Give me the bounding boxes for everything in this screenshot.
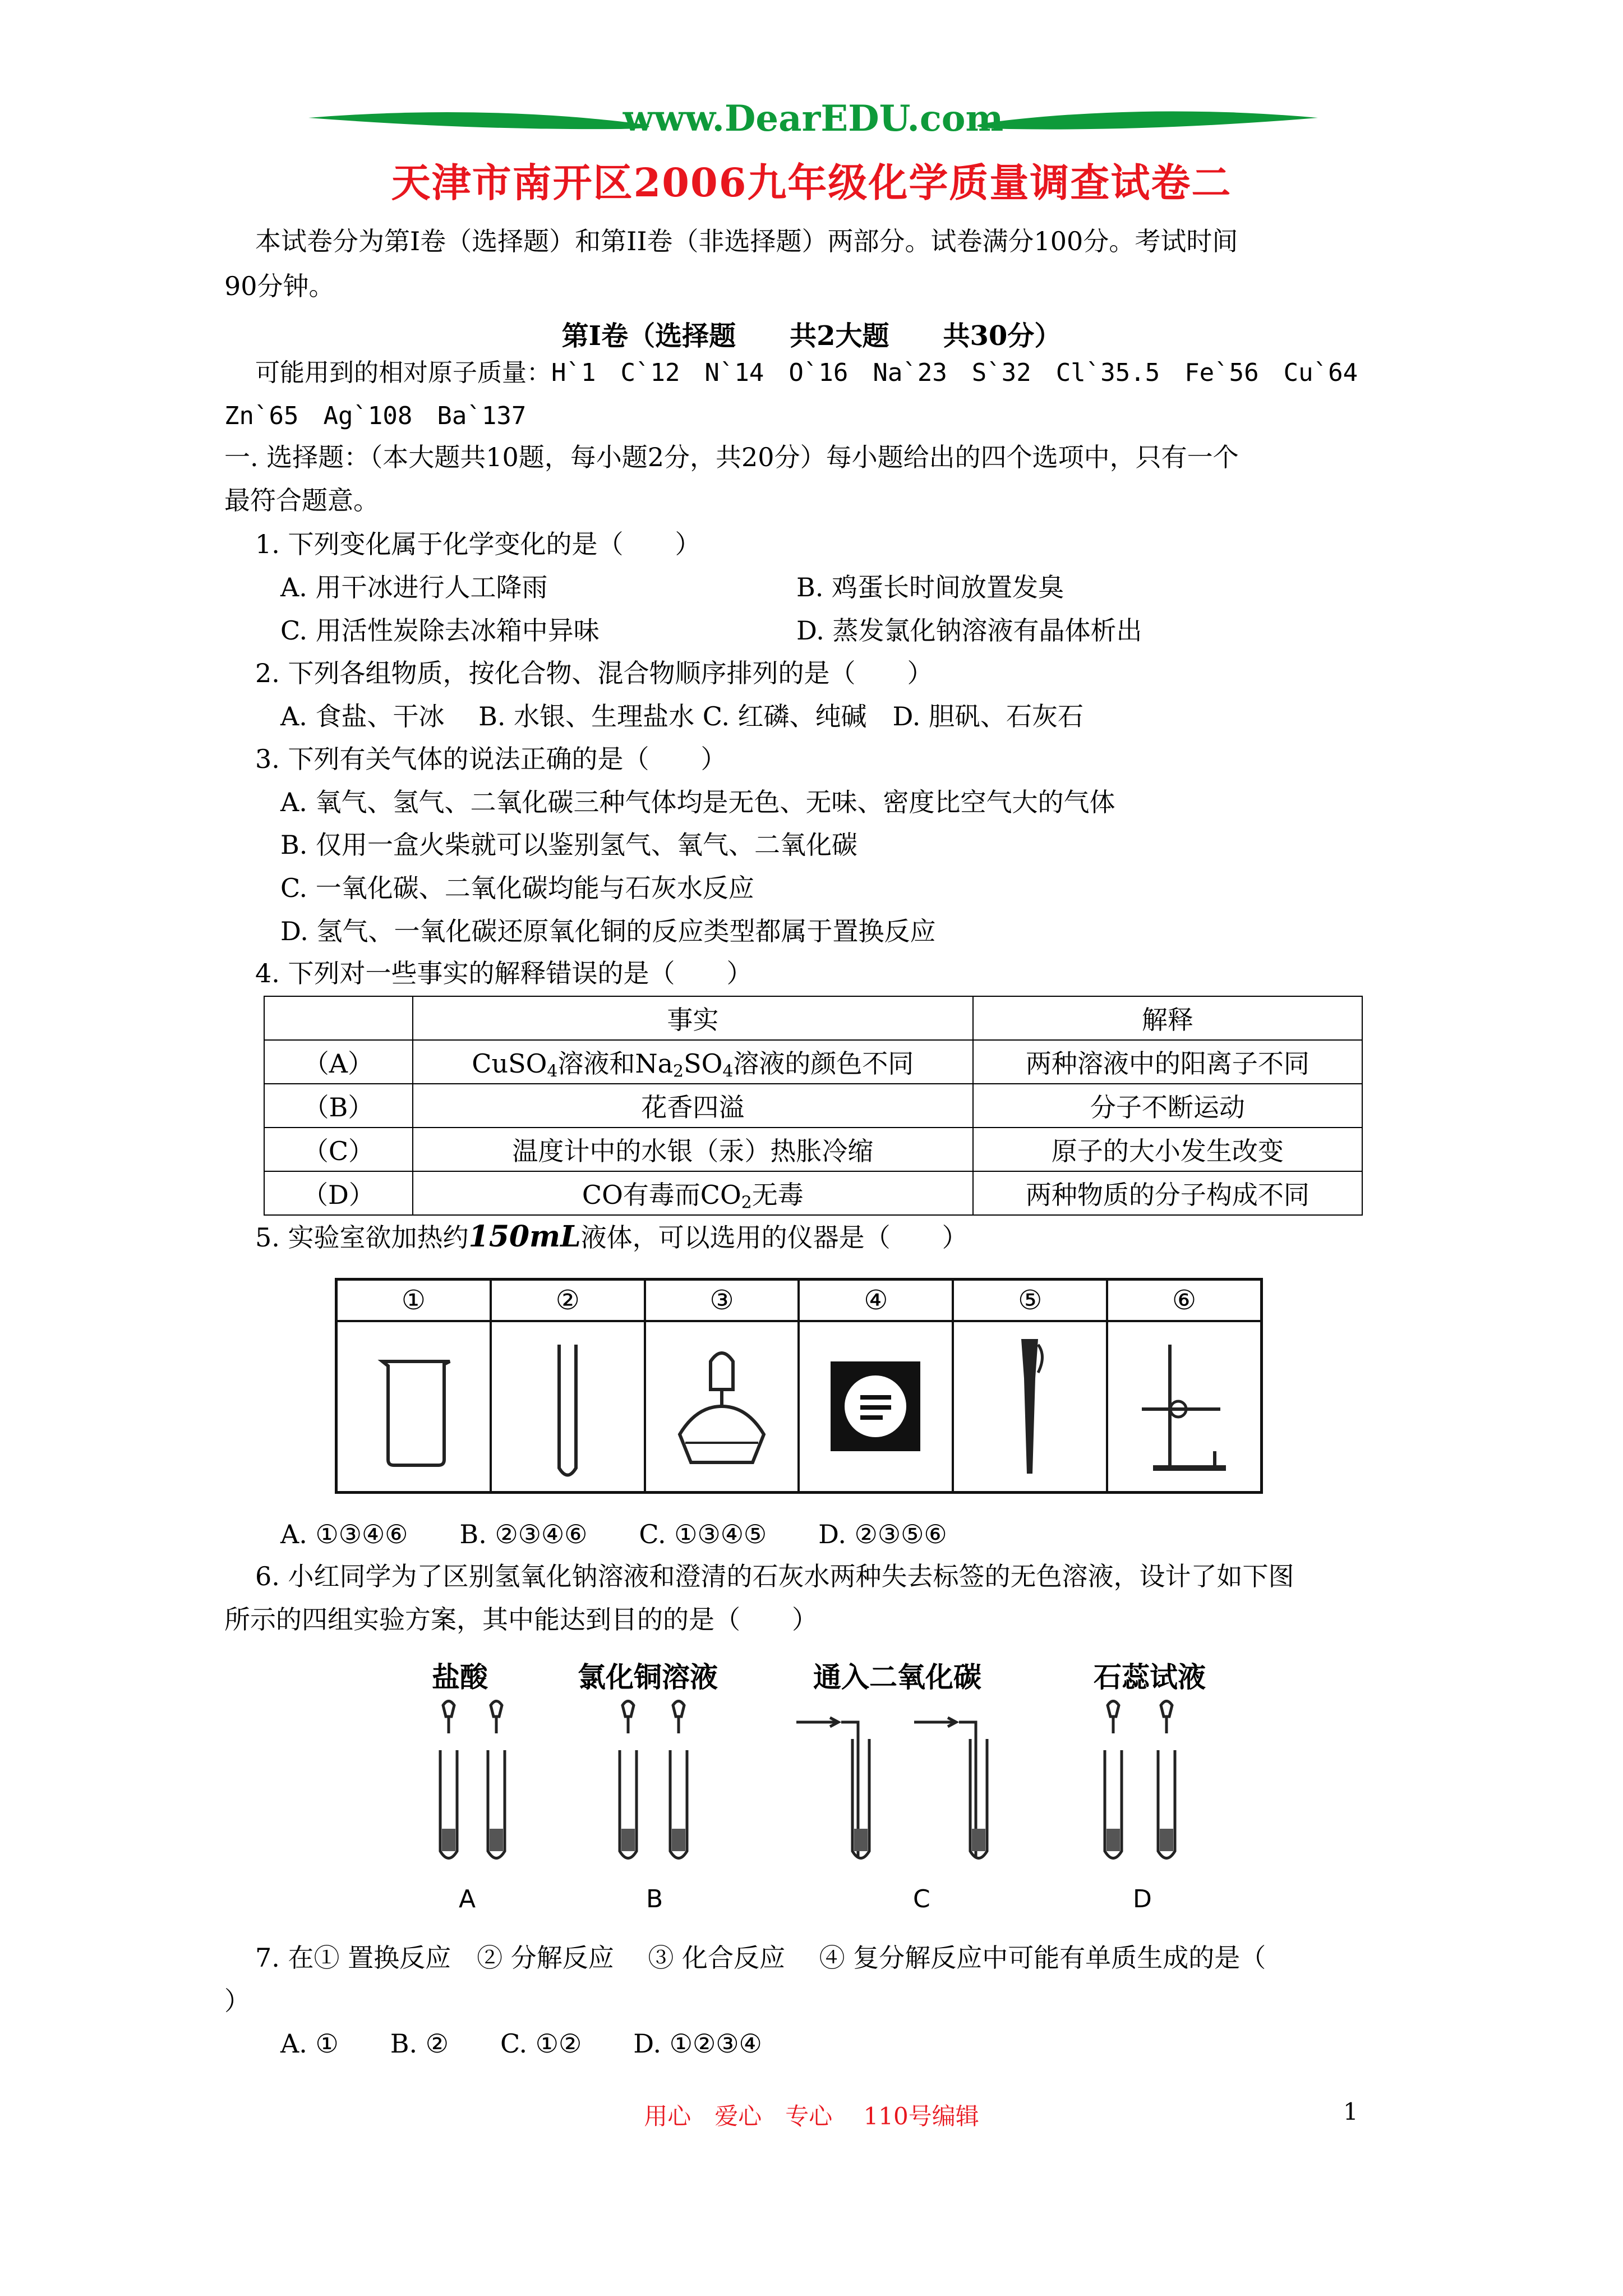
group-letter: C: [913, 1885, 930, 1913]
q3-stem: 3. 下列有关气体的说法正确的是（ ）: [255, 744, 727, 774]
apparatus-table: [335, 1278, 1263, 1494]
section-heading: 第I卷（选择题 共2大题 共30分）: [561, 320, 1062, 352]
q2-stem: 2. 下列各组物质，按化合物、混合物顺序排列的是（ ）: [255, 658, 933, 688]
q6-stem-line-2: 所示的四组实验方案，其中能达到目的的是（ ）: [224, 1604, 818, 1635]
table-header-cell: 解释: [973, 996, 1362, 1040]
row-fact: CO有毒而$CO_2$无毒: [413, 1171, 973, 1215]
apparatus-number: ②: [492, 1281, 644, 1322]
header-banner: [303, 98, 1324, 146]
apparatus-number: ③: [646, 1281, 798, 1322]
q1-option-c: C. 用活性炭除去冰箱中异味: [280, 615, 600, 646]
alcohol-lamp-icon: [646, 1322, 797, 1488]
q6-stem-line-1: 6. 小红同学为了区别氢氧化钠溶液和澄清的石灰水两种失去标签的无色溶液，设计了如下图: [255, 1561, 1294, 1591]
asbestos-gauze-icon: [800, 1322, 951, 1488]
table-row: [264, 1084, 1362, 1128]
row-explanation: 两种溶液中的阳离子不同: [973, 1040, 1362, 1084]
row-explanation: 原子的大小发生改变: [973, 1128, 1362, 1171]
test-tube-icon: [492, 1322, 643, 1488]
apparatus-cell: [1108, 1281, 1260, 1491]
reagent-label: 通入二氧化碳: [813, 1661, 981, 1694]
site-logo: www.DearEDU.com: [623, 98, 1004, 140]
beaker-icon: [338, 1322, 489, 1488]
page-number: 1: [1343, 2098, 1358, 2125]
q2-options: A. 食盐、干冰 B. 水银、生理盐水 C. 红磷、纯碱 D. 胆矾、石灰石: [280, 701, 1084, 731]
intro-line-1: 本试卷分为第I卷（选择题）和第II卷（非选择题）两部分。试卷满分100分。考试时间: [255, 226, 1238, 256]
apparatus-number: ⑥: [1108, 1281, 1260, 1322]
reagent-label: 石蕊试液: [1094, 1661, 1206, 1694]
part1-line-1: 一. 选择题：（本大题共10题，每小题2分，共20分）每小题给出的四个选项中，只有一个: [224, 442, 1239, 472]
footer-text: 用心 爱心 专心 110号编辑: [644, 2102, 979, 2130]
row-fact: 花香四溢: [413, 1084, 973, 1128]
row-explanation: 两种物质的分子构成不同: [973, 1171, 1362, 1215]
group-letter: A: [459, 1885, 476, 1913]
reagent-label: 盐酸: [432, 1661, 488, 1694]
part1-line-2: 最符合题意。: [224, 485, 379, 516]
apparatus-number: ④: [800, 1281, 952, 1322]
apparatus-cell: [646, 1281, 800, 1491]
q5-volume: 150mL: [468, 1220, 581, 1254]
group-letter: D: [1133, 1885, 1152, 1913]
row-label: （A）: [264, 1040, 413, 1084]
q1-stem: 1. 下列变化属于化学变化的是（ ）: [255, 529, 701, 559]
apparatus-number: ⑤: [954, 1281, 1106, 1322]
apparatus-cell: [492, 1281, 646, 1491]
atomic-masses-line-1: 可能用到的相对原子质量：H`1 C`12 N`14 O`16 Na`23 S`32 Cl`35.5 Fe`56 Cu`64: [255, 358, 1358, 387]
apparatus-cell: [954, 1281, 1108, 1491]
row-explanation: 分子不断运动: [973, 1084, 1362, 1128]
table-row: [264, 1128, 1362, 1171]
atomic-masses-line-2: Zn`65 Ag`108 Ba`137: [224, 402, 527, 430]
apparatus-cell: [338, 1281, 492, 1491]
q1-option-d: D. 蒸发氯化钠溶液有晶体析出: [796, 615, 1142, 646]
reagent-label: 氯化铜溶液: [578, 1661, 718, 1694]
q3-option-b: B. 仅用一盒火柴就可以鉴别氢气、氧气、二氧化碳: [280, 830, 858, 860]
apparatus-cell: [800, 1281, 954, 1491]
q3-option-d: D. 氢气、一氧化碳还原氧化铜的反应类型都属于置换反应: [280, 916, 936, 946]
q7-options: A. ① B. ② C. ①② D. ①②③④: [280, 2028, 762, 2059]
page-title: 天津市南开区2006九年级化学质量调查试卷二: [391, 159, 1232, 206]
q3-option-c: C. 一氧化碳、二氧化碳均能与石灰水反应: [280, 873, 754, 903]
row-label: （C）: [264, 1128, 413, 1171]
q5-stem: 5. 实验室欲加热约150mL液体，可以选用的仪器是（ ）: [255, 1220, 968, 1254]
intro-line-2: 90分钟。: [224, 271, 335, 301]
q6-figure: [409, 1649, 1223, 1918]
q1-option-a: A. 用干冰进行人工降雨: [280, 572, 548, 602]
group-letter: B: [646, 1885, 663, 1913]
table-header-row: [264, 996, 1362, 1040]
row-fact: CuSO$_4$溶液和$Na_2SO_4$溶液的颜色不同: [413, 1040, 973, 1084]
q3-option-a: A. 氧气、氢气、二氧化碳三种气体均是无色、无味、密度比空气大的气体: [280, 787, 1115, 817]
q7-stem-line-1: 7. 在① 置换反应 ② 分解反应 ③ 化合反应 ④ 复分解反应中可能有单质生成的是（: [255, 1943, 1266, 1973]
test-tube-holder-icon: [954, 1322, 1105, 1488]
row-label: （D）: [264, 1171, 413, 1215]
q7-stem-line-2: ）: [224, 1986, 250, 2016]
table-row: [264, 1171, 1362, 1215]
row-fact: 温度计中的水银（汞）热胀冷缩: [413, 1128, 973, 1171]
test-tubes-icon: [409, 1688, 1223, 1874]
q1-option-b: B. 鸡蛋长时间放置发臭: [796, 572, 1064, 602]
table-row: [264, 1040, 1362, 1084]
table-header-cell: [264, 996, 413, 1040]
q5-options: A. ①③④⑥ B. ②③④⑥ C. ①③④⑤ D. ②③⑤⑥: [280, 1519, 947, 1549]
apparatus-number: ①: [338, 1281, 490, 1322]
q4-table: [264, 996, 1363, 1216]
table-header-cell: 事实: [413, 996, 973, 1040]
row-label: （B）: [264, 1084, 413, 1128]
q4-stem: 4. 下列对一些事实的解释错误的是（ ）: [255, 958, 753, 988]
iron-stand-icon: [1108, 1322, 1260, 1488]
